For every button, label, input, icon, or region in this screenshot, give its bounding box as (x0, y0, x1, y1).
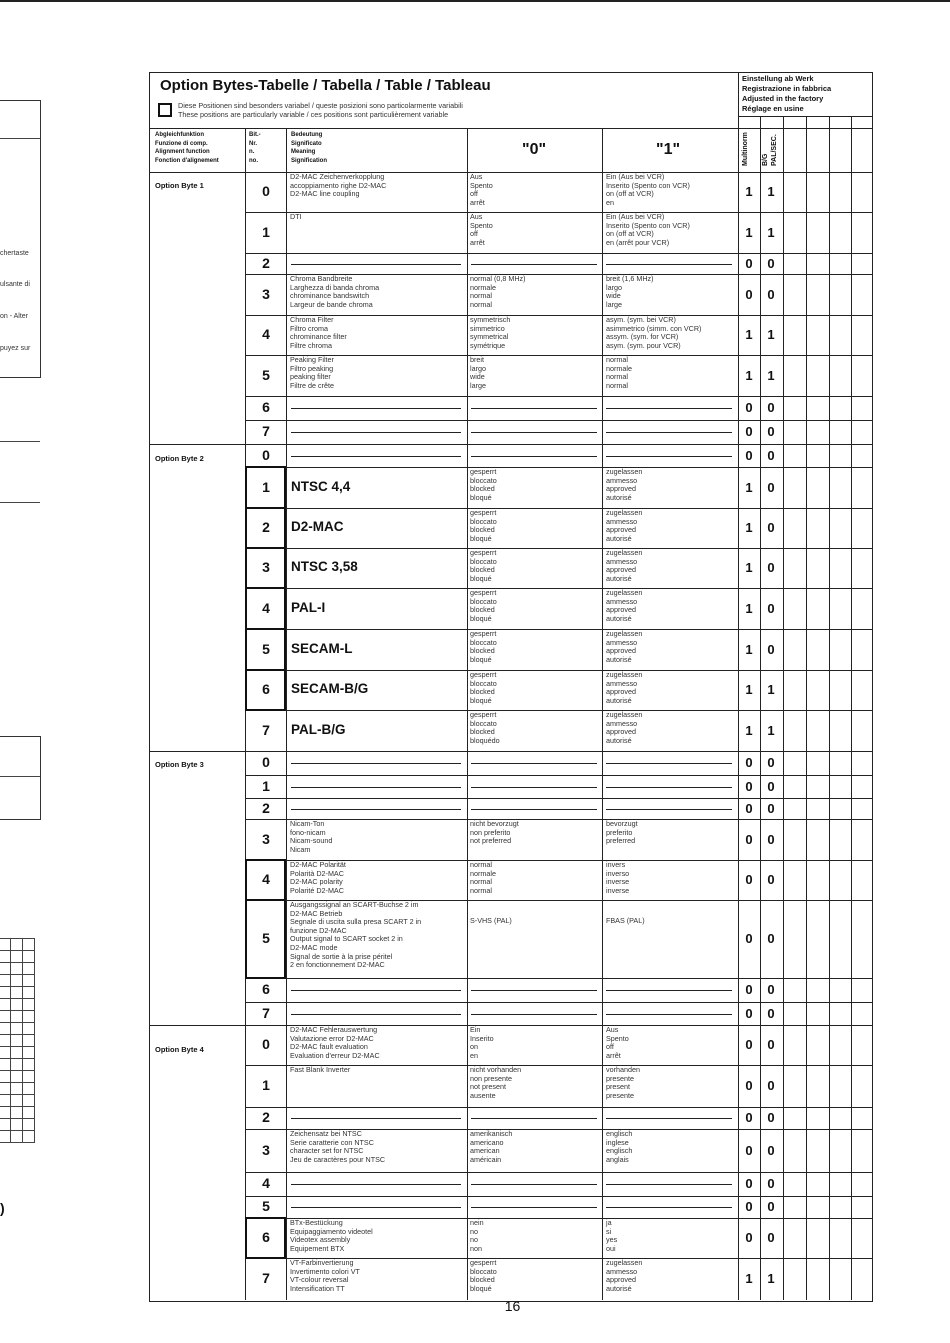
empty-meaning-line (291, 809, 461, 810)
empty-one-line (606, 1207, 732, 1208)
empty-one-line (606, 1184, 732, 1185)
zero-value-text: gesperrt bloccato blocked bloqué (470, 508, 497, 543)
highlighted-bit-box (245, 859, 286, 901)
signal-standard-name: NTSC 3,58 (291, 559, 358, 574)
empty-meaning-line (291, 990, 461, 991)
bg-palsec-value: 1 (767, 367, 775, 383)
bg-palsec-value: 0 (767, 560, 775, 575)
empty-zero-line (471, 763, 597, 764)
one-value-text: bevorzugt preferito preferred (606, 819, 638, 846)
bg-palsec-value: 0 (767, 424, 775, 439)
header-line: no. (249, 157, 258, 164)
one-value-text: FBAS (PAL) (606, 916, 645, 925)
one-value-text: vorhanden presente present presente (606, 1065, 640, 1100)
empty-one-line (606, 1014, 732, 1015)
multinorm-value: 0 (745, 1037, 753, 1052)
bg-palsec-value: 0 (767, 982, 775, 997)
empty-zero-line (471, 432, 597, 433)
row-rule (245, 629, 873, 630)
bg-palsec-value: 0 (767, 1037, 775, 1052)
margin-fragment: chertaste (0, 250, 29, 257)
zero-value-text: nicht vorhanden non presente not present ausente (470, 1065, 522, 1100)
meaning-text: BTx-Bestückung Equipaggiamento videotel Videotex assembly Equipement BTX (290, 1218, 373, 1253)
signal-standard-name: PAL-I (291, 599, 326, 615)
multinorm-value: 1 (745, 327, 753, 342)
column-rule (760, 116, 761, 1300)
empty-one-line (606, 787, 732, 788)
multinorm-value: 0 (745, 447, 753, 463)
row-rule (245, 508, 873, 509)
one-value-text: Aus Spento off arrêt (606, 1025, 629, 1060)
empty-meaning-line (291, 787, 461, 788)
margin-box (0, 736, 41, 820)
signal-standard-name: D2-MAC (291, 519, 344, 534)
bg-palsec-value: 0 (767, 479, 775, 495)
bg-palsec-value: 0 (767, 600, 775, 616)
variable-marker-box (158, 103, 172, 117)
multinorm-value: 0 (745, 800, 753, 816)
header-line: Fonction d'alignement (155, 157, 219, 164)
group-label: Option Byte 2 (155, 454, 204, 463)
header-line: Significato (291, 140, 322, 147)
bg-palsec-value: 0 (767, 1230, 775, 1245)
margin-fragment: ) (0, 1200, 5, 1216)
bit-number: 7 (262, 1270, 270, 1286)
bit-number: 3 (262, 559, 270, 575)
one-value-text: breit (1,6 MHz) largo wide large (606, 274, 654, 309)
one-value-text: Ein (Aus bei VCR) Inserito (Spento con VCR) on (off at VCR) en (606, 172, 690, 207)
empty-zero-line (471, 990, 597, 991)
bg-palsec-value: 0 (767, 1176, 775, 1191)
empty-one-line (606, 1118, 732, 1119)
row-rule (245, 1107, 873, 1108)
bit-number: 6 (262, 1229, 270, 1245)
zero-value-text: gesperrt bloccato blocked bloqué (470, 1258, 497, 1293)
row-rule (245, 775, 873, 776)
row-rule (245, 396, 873, 397)
empty-meaning-line (291, 1014, 461, 1015)
zero-value-text: normal (0,8 MHz) normale normal normal (470, 274, 526, 309)
bit-number: 3 (262, 1141, 270, 1158)
meaning-text: Zeichensatz bei NTSC Serie caratterie con NTSC character set for NTSC Jeu de caractères pour NTSC (290, 1129, 386, 1164)
bg-palsec-value: 0 (767, 400, 775, 415)
multinorm-value: 0 (745, 400, 753, 415)
header-line: Meaning (291, 149, 316, 155)
margin-fragment: ulsante di (0, 281, 30, 288)
bit-number: 7 (262, 721, 270, 738)
multinorm-value: 0 (745, 1005, 753, 1021)
zero-value-text: breit largo wide large (470, 355, 486, 390)
header-line: Bit.- (249, 132, 261, 138)
zero-value-text: amerikanisch americano american américain (470, 1129, 513, 1164)
bg-palsec-value: 0 (767, 931, 775, 946)
multinorm-value: 0 (745, 424, 753, 439)
meaning-column-header (291, 131, 327, 165)
multinorm-value: 0 (745, 1078, 753, 1093)
column-rule (602, 128, 603, 1300)
row-rule (245, 212, 873, 213)
multinorm-value: 0 (745, 1110, 753, 1125)
empty-zero-line (471, 1014, 597, 1015)
bg-palsec-value: 0 (767, 286, 775, 302)
zero-value-text: gesperrt bloccato blocked bloquédo (470, 710, 500, 745)
note-line: These positions are particularly variable / ces positions sont particulièrement variable (178, 109, 449, 119)
bg-palsec-value: 1 (767, 682, 775, 697)
bit-number: 5 (262, 930, 270, 946)
bit-number: 2 (262, 254, 270, 271)
empty-zero-line (471, 408, 597, 409)
one-value-text: zugelassen ammesso approved autorisé (606, 508, 643, 543)
multinorm-value: 1 (745, 641, 753, 657)
header-line: Nr. (249, 140, 258, 147)
row-rule (245, 1002, 873, 1003)
margin-fragment: puyez sur (0, 345, 31, 352)
header-line: Signification (291, 157, 327, 164)
group-label: Option Byte 3 (155, 760, 204, 769)
bg-palsec-value: 0 (767, 447, 775, 463)
margin-fragment: on - Alter (0, 313, 29, 320)
empty-meaning-line (291, 1184, 461, 1185)
header-line: Funzione di comp. (155, 140, 208, 147)
factory-setting-heading (742, 74, 831, 114)
bit-number: 4 (262, 326, 270, 342)
bg-palsec-value: 0 (767, 800, 775, 816)
meaning-text: Chroma Filter Filtro croma chrominance filter Filtre chroma (290, 315, 347, 350)
one-value-text: zugelassen ammesso approved autorisé (606, 467, 643, 502)
meaning-text: Peaking Filter Filtro peaking peaking filter Filtre de crête (290, 355, 334, 390)
multinorm-value: 0 (745, 1176, 753, 1191)
bit-number: 1 (262, 1077, 270, 1093)
highlighted-bit-box (245, 1217, 286, 1259)
bit-number: 7 (262, 423, 270, 439)
zero-value-text: gesperrt bloccato blocked bloqué (470, 548, 497, 583)
multinorm-value: 0 (745, 1142, 753, 1158)
signal-standard-name: SECAM-B/G (291, 681, 369, 696)
header-line: Alignment function (155, 149, 210, 155)
bg-palsec-value: 0 (767, 755, 775, 770)
multinorm-value: 1 (745, 600, 753, 616)
zero-value-text: Aus Spento off arrêt (470, 172, 493, 207)
page-title: Option Bytes-Tabelle / Tabella / Table / Tableau (160, 77, 491, 94)
zero-value-text: nein no no non (470, 1218, 484, 1253)
empty-one-line (606, 763, 732, 764)
row-rule (245, 253, 873, 254)
zero-value-text: Ein Inserito on en (470, 1025, 494, 1060)
column-rule (829, 116, 830, 1300)
empty-zero-line (471, 456, 597, 457)
row-rule (245, 798, 873, 799)
multinorm-value: 1 (745, 184, 753, 199)
row-rule (149, 751, 873, 752)
margin-rule (0, 138, 40, 139)
zero-value-text: Aus Spento off arrêt (470, 212, 493, 247)
zero-value-text: nicht bevorzugt non preferito not preferred (470, 819, 519, 846)
margin-rule (0, 502, 40, 503)
bit-number: 1 (262, 223, 270, 240)
one-value-text: zugelassen ammesso approved autorisé (606, 710, 643, 745)
row-rule (245, 548, 873, 549)
grid-cell (22, 1130, 35, 1143)
empty-zero-line (471, 1207, 597, 1208)
highlighted-bit-box (245, 587, 286, 630)
empty-one-line (606, 809, 732, 810)
page-number: 16 (504, 1298, 521, 1314)
multinorm-value: 0 (745, 1230, 753, 1245)
zero-value-text: normal normale normal normal (470, 860, 496, 895)
margin-rule (0, 441, 40, 442)
zero-value-text: S-VHS (PAL) (470, 916, 512, 925)
signal-standard-name: NTSC 4,4 (291, 478, 351, 494)
row-rule (245, 978, 873, 979)
highlighted-bit-box (245, 669, 286, 711)
bit-number: 1 (262, 777, 270, 794)
empty-one-line (606, 456, 732, 457)
header-line: n. (249, 149, 255, 155)
empty-meaning-line (291, 1207, 461, 1208)
bit-number: 0 (262, 446, 270, 463)
row-rule (245, 710, 873, 711)
bit-number: 4 (262, 1175, 270, 1191)
row-rule (245, 819, 873, 820)
one-value-text: zugelassen ammesso approved autorisé (606, 588, 643, 623)
multinorm-value: 1 (745, 722, 753, 738)
row-rule (245, 355, 873, 356)
one-column-header: "1" (656, 141, 681, 158)
factory-line: Registrazione in fabbrica (742, 84, 832, 93)
function-column-header (155, 131, 219, 165)
multinorm-value: 1 (745, 520, 753, 535)
bit-number: 5 (262, 640, 270, 657)
bit-number: 0 (262, 1036, 270, 1052)
bg-palsec-value: 0 (767, 1110, 775, 1125)
row-rule (245, 467, 873, 468)
bit-column-header (249, 131, 261, 165)
empty-zero-line (471, 264, 597, 265)
top-edge-line (0, 0, 950, 2)
multinorm-column-header: Multinorm (742, 132, 749, 166)
header-line: Abgleichfunktion (155, 132, 204, 138)
bit-number: 1 (262, 478, 270, 495)
bg-palsec-value: 0 (767, 1078, 775, 1093)
one-value-text: zugelassen ammesso approved autorisé (606, 629, 643, 664)
empty-zero-line (471, 809, 597, 810)
meaning-text: Chroma Bandbreite Larghezza di banda chroma chrominance bandswitch Largeur de bande chroma (290, 274, 380, 309)
margin-box (0, 100, 41, 378)
factory-line: Adjusted in the factory (742, 94, 824, 103)
row-rule (245, 420, 873, 421)
bit-number: 5 (262, 366, 270, 383)
multinorm-value: 1 (745, 224, 753, 240)
column-rule (738, 72, 739, 1300)
multinorm-value: 0 (745, 872, 753, 887)
bg-palsec-value: 1 (767, 1271, 775, 1286)
variable-note (178, 102, 463, 119)
zero-value-text: gesperrt bloccato blocked bloqué (470, 629, 497, 664)
meaning-text: DTI (290, 212, 302, 221)
row-rule (245, 1172, 873, 1173)
zero-column-header: "0" (522, 141, 547, 158)
bit-number: 3 (262, 285, 270, 302)
signal-standard-name: PAL-B/G (291, 721, 346, 737)
column-rule (851, 116, 852, 1300)
bg-palsec-value: 0 (767, 1199, 775, 1214)
zero-value-text: gesperrt bloccato blocked bloqué (470, 467, 497, 502)
bg-palsec-value: 0 (767, 778, 775, 794)
bg-palsec-value: 0 (767, 255, 775, 271)
bit-number: 4 (262, 599, 270, 616)
multinorm-value: 1 (745, 1271, 753, 1286)
bit-number: 4 (262, 871, 270, 887)
highlighted-bit-box (245, 899, 286, 979)
bg-palsec-value: 0 (767, 641, 775, 657)
bit-number: 2 (262, 799, 270, 816)
empty-meaning-line (291, 1118, 461, 1119)
column-rule (286, 128, 287, 1300)
row-rule (149, 444, 873, 445)
highlighted-bit-box (245, 507, 286, 549)
bg-column-header: B/G (762, 153, 769, 166)
bg-palsec-value: 1 (767, 722, 775, 738)
bit-number: 0 (262, 183, 270, 199)
bg-palsec-value: 0 (767, 872, 775, 887)
bg-palsec-value: 0 (767, 831, 775, 847)
meaning-text: Ausgangssignal an SCART-Buchse 2 im D2-MAC Betrieb Segnale di uscita sulla presa SCART 2 in funzione D2-MAC Output signal to SCART socket 2 in D2-MAC mode Signal de sortie à la prise péritel 2 en fonctionnement D2-MAC (290, 900, 422, 970)
column-rule (806, 116, 807, 1300)
meaning-text: Nicam-Ton fono-nicam Nicam-sound Nicam (290, 819, 333, 854)
empty-zero-line (471, 1184, 597, 1185)
header-rule (149, 128, 873, 129)
multinorm-value: 0 (745, 755, 753, 770)
zero-value-text: symmetrisch simmetrico symmetrical symétrique (470, 315, 511, 350)
empty-meaning-line (291, 264, 461, 265)
bit-number: 3 (262, 830, 270, 847)
bit-number: 0 (262, 754, 270, 770)
one-value-text: asym. (sym. bei VCR) asimmetrico (simm. con VCR) assym. (sym. for VCR) asym. (sym. pour VCR) (606, 315, 702, 350)
multinorm-value: 1 (745, 479, 753, 495)
bg-palsec-value: 1 (767, 184, 775, 199)
meaning-text: VT-Farbinvertierung Invertimento colori VT VT-colour reversal Intensification TT (290, 1258, 360, 1293)
column-rule (783, 116, 784, 1300)
meaning-text: D2-MAC Zeichenverkopplung accoppiamento righe D2-MAC D2-MAC line coupling (290, 172, 387, 199)
one-value-text: zugelassen ammesso approved autorisé (606, 548, 643, 583)
palsec-column-header: PAL/SEC. (771, 134, 778, 166)
one-value-text: invers inverso inverse inverse (606, 860, 630, 895)
highlighted-bit-box (245, 628, 286, 671)
bit-number: 6 (262, 399, 270, 415)
multinorm-value: 0 (745, 831, 753, 847)
empty-one-line (606, 264, 732, 265)
multinorm-value: 1 (745, 682, 753, 697)
group-label: Option Byte 4 (155, 1045, 204, 1054)
empty-one-line (606, 990, 732, 991)
bg-palsec-value: 1 (767, 327, 775, 342)
one-value-text: zugelassen ammesso approved autorisé (606, 1258, 643, 1293)
factory-line: Réglage en usine (742, 104, 804, 113)
empty-meaning-line (291, 763, 461, 764)
bit-number: 5 (262, 1198, 270, 1214)
multinorm-value: 0 (745, 778, 753, 794)
group-label: Option Byte 1 (155, 181, 204, 190)
highlighted-bit-box (245, 466, 286, 509)
meaning-text: Fast Blank Inverter (290, 1065, 351, 1074)
meaning-text: D2-MAC Polarität Polarità D2-MAC D2-MAC polarity Polarité D2-MAC (290, 860, 346, 895)
header-line: Bedeutung (291, 132, 323, 138)
one-value-text: normal normale normal normal (606, 355, 632, 390)
multinorm-value: 0 (745, 982, 753, 997)
multinorm-value: 0 (745, 255, 753, 271)
empty-one-line (606, 432, 732, 433)
multinorm-value: 0 (745, 1199, 753, 1214)
header-rule (149, 172, 873, 173)
empty-one-line (606, 408, 732, 409)
column-rule (467, 128, 468, 1300)
one-value-text: ja si yes oui (606, 1218, 618, 1253)
zero-value-text: gesperrt bloccato blocked bloqué (470, 588, 497, 623)
empty-meaning-line (291, 432, 461, 433)
multinorm-value: 1 (745, 560, 753, 575)
bit-number: 2 (262, 519, 270, 535)
empty-zero-line (471, 1118, 597, 1119)
one-value-text: zugelassen ammesso approved autorisé (606, 670, 643, 705)
bit-number: 6 (262, 681, 270, 697)
bit-number: 2 (262, 1109, 270, 1125)
row-rule (245, 588, 873, 589)
row-rule (245, 670, 873, 671)
bit-number: 6 (262, 981, 270, 997)
bg-palsec-value: 0 (767, 520, 775, 535)
multinorm-value: 0 (745, 931, 753, 946)
factory-line: Einstellung ab Werk (742, 74, 814, 83)
empty-zero-line (471, 787, 597, 788)
one-value-text: Ein (Aus bei VCR) Inserito (Spento con VCR) on (off at VCR) en (arrêt pour VCR) (606, 212, 690, 247)
bit-number: 7 (262, 1004, 270, 1021)
empty-meaning-line (291, 456, 461, 457)
bg-palsec-value: 0 (767, 1005, 775, 1021)
highlighted-bit-box (245, 547, 286, 589)
meaning-text: D2-MAC Fehlerauswertung Valutazione error D2-MAC D2-MAC fault evaluation Evaluation d'erreur D2-MAC (290, 1025, 380, 1060)
empty-meaning-line (291, 408, 461, 409)
one-value-text: englisch inglese englisch anglais (606, 1129, 633, 1164)
bg-palsec-value: 1 (767, 224, 775, 240)
bg-palsec-value: 0 (767, 1142, 775, 1158)
multinorm-value: 0 (745, 286, 753, 302)
row-rule (149, 1025, 873, 1026)
row-rule (245, 1196, 873, 1197)
note-line: Diese Positionen sind besonders variabel / queste posizioni sono particolarmente variabili (178, 101, 463, 110)
zero-value-text: gesperrt bloccato blocked bloqué (470, 670, 497, 705)
signal-standard-name: SECAM-L (291, 640, 353, 656)
margin-rule (0, 776, 40, 777)
multinorm-value: 1 (745, 367, 753, 383)
